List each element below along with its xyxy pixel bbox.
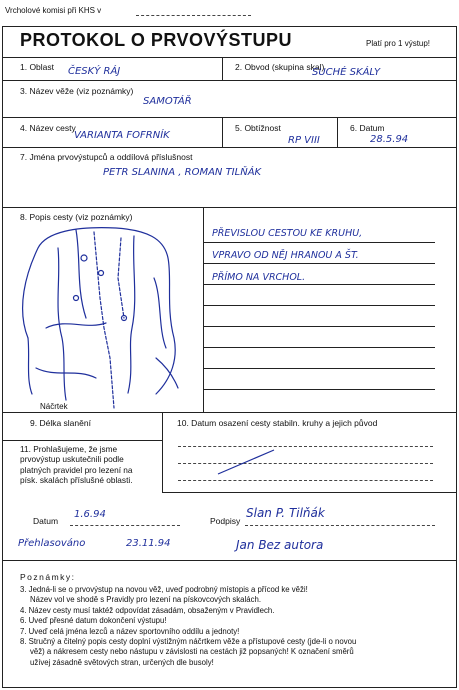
notes-list xyxy=(20,585,450,668)
row10-bottom xyxy=(162,492,457,493)
field-2-label: 2. Obvod (skupina skal) xyxy=(235,62,325,72)
row8-bottom xyxy=(2,412,457,413)
field-6-value: 28.5.94 xyxy=(370,134,409,145)
route-description-line-1: PŘEVISLOU CESTOU KE KRUHU, xyxy=(212,228,363,239)
field-10-strike xyxy=(216,446,276,478)
desc-line-4 xyxy=(203,305,435,306)
commission-dotted-line xyxy=(136,15,251,16)
row1-divider xyxy=(222,57,223,80)
signatures-label: Podpisy xyxy=(210,516,241,526)
field-3-label: 3. Název věže (viz poznámky) xyxy=(20,86,134,96)
row4-bottom xyxy=(2,147,457,148)
row7-bottom xyxy=(2,207,457,208)
right-border xyxy=(456,26,457,688)
note-item: 6. Uveď přesné datum dokončení výstupu! xyxy=(20,616,167,626)
bottom-border xyxy=(2,687,457,688)
note-item: 7. Uveď celá jména lezců a název sportovního oddílu a jednoty! xyxy=(20,626,240,636)
desc-line-7 xyxy=(203,368,435,369)
note-item: 4. Název cesty musí taktéž odpovídat zásadám, obsaženým v Pravidlech. xyxy=(20,605,275,615)
desc-line-2 xyxy=(203,263,435,264)
field-5-label: 5. Obtížnost xyxy=(235,123,281,133)
field-7-label: 7. Jména prvovýstupců a oddílová příslušnost xyxy=(20,152,193,162)
field-1-value: ČESKÝ RÁJ xyxy=(68,66,121,77)
row1-bottom xyxy=(2,80,457,81)
field-6-label: 6. Datum xyxy=(350,123,385,133)
field-10-label: 10. Datum osazení cesty stabiln. kruhy a jejich původ xyxy=(177,418,378,428)
note-item: Název vol ve shodě s Pravidly pro lezení na pískovcových skalách. xyxy=(30,595,261,605)
copy-note: Platí pro 1 výstup! xyxy=(366,39,431,48)
signatures-value: Slan P. Tilňák xyxy=(246,506,325,520)
sketch-label: Náčrtek xyxy=(40,402,68,411)
field-7-value: PETR SLANINA , ROMAN TILŇÁK xyxy=(103,167,262,178)
field-3-value: SAMOTÁŘ xyxy=(143,96,192,107)
row3-bottom xyxy=(2,117,457,118)
note-item: 8. Stručný a čitelný popis cesty doplní výstižným náčrtkem věže a přístupové cesty (jde-li o novou xyxy=(20,637,357,647)
left-border xyxy=(2,26,3,688)
field-10-line-3 xyxy=(178,480,433,481)
top-border xyxy=(2,26,457,27)
field-9-label: 9. Délka slanění xyxy=(30,418,91,428)
desc-line-6 xyxy=(203,347,435,348)
note-item: užívej zásadně světových stran, určených dle busoly! xyxy=(30,657,214,667)
signatures-line xyxy=(245,525,435,526)
row4-divider-b xyxy=(337,117,338,147)
commission-label: Vrcholové komisi při KHS v xyxy=(5,6,102,15)
route-description-line-3: PŘÍMO NA VRCHOL. xyxy=(212,272,306,283)
route-description-line-2: VPRAVO OD NĚJ HRANOU A ŠT. xyxy=(212,250,359,261)
field-4-label: 4. Název cesty xyxy=(20,123,76,133)
date-value: 1.6.94 xyxy=(74,509,106,520)
desc-line-1 xyxy=(203,242,435,243)
row4-divider-a xyxy=(222,117,223,147)
row9-bottom xyxy=(2,440,162,441)
sketch-divider xyxy=(203,207,204,412)
desc-line-3 xyxy=(203,284,435,285)
note-item: 3. Jedná-li se o prvovýstup na novou věž, uveď podrobný místopis a přícod ke věži! xyxy=(20,585,308,594)
notes-heading: Poznámky: xyxy=(20,572,76,582)
date-line xyxy=(70,525,180,526)
desc-line-5 xyxy=(203,326,435,327)
desc-line-8 xyxy=(203,389,435,390)
row9-divider xyxy=(162,412,163,492)
stamp-date: 23.11.94 xyxy=(126,538,171,549)
second-signature: Jan Bez autora xyxy=(236,538,324,552)
stamp-text: Přehlasováno xyxy=(18,538,86,549)
declaration-text: 11. Prohlašujeme, že jsme prvovýstup uskutečnili podle platných pravidel pro lezení na písk. skalách příslušné oblasti. xyxy=(20,444,133,486)
note-item: věž) a nákresem cesty nebo nástupu v závislosti na cestách již popsaných! K označení směrů xyxy=(30,647,354,657)
field-1-label: 1. Oblast xyxy=(20,62,55,72)
form-title: PROTOKOL O PRVOVÝSTUPU xyxy=(20,30,293,50)
field-4-value: VARIANTA FOFRNÍK xyxy=(74,130,170,141)
field-8-label: 8. Popis cesty (viz poznámky) xyxy=(20,212,133,222)
signature-bottom xyxy=(2,560,457,561)
title-divider xyxy=(2,57,457,58)
date-label: Datum xyxy=(33,516,59,526)
route-sketch xyxy=(6,218,202,414)
field-5-value: RP VIII xyxy=(288,135,320,146)
field-2-value: SUCHÉ SKÁLY xyxy=(312,67,381,78)
